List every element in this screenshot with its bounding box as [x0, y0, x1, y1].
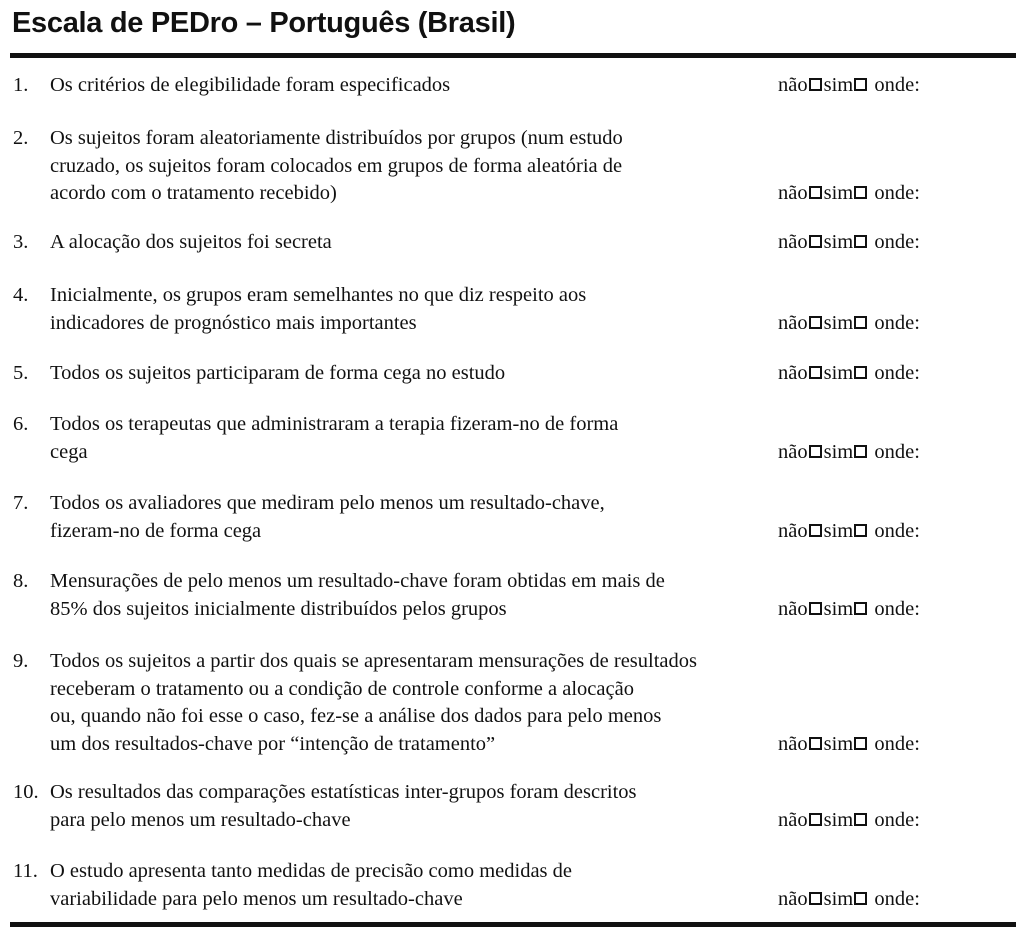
nao-checkbox[interactable]	[809, 316, 822, 329]
sim-checkbox[interactable]	[854, 366, 867, 379]
onde-label: onde:	[874, 732, 920, 755]
nao-label: não	[778, 182, 808, 204]
criterion-text-line: Todos os avaliadores que mediram pelo menos um resultado-chave,	[50, 492, 605, 514]
page-title: Escala de PEDro – Português (Brasil)	[12, 7, 516, 39]
criterion-number: 9.	[13, 650, 29, 672]
nao-checkbox[interactable]	[809, 602, 822, 615]
nao-checkbox[interactable]	[809, 366, 822, 379]
criterion-text-line: cega	[50, 440, 88, 463]
nao-checkbox[interactable]	[809, 235, 822, 248]
criterion-number: 3.	[13, 231, 29, 253]
criterion-number: 6.	[13, 413, 29, 435]
criterion-number: 10.	[13, 781, 39, 803]
criterion-text-line: receberam o tratamento ou a condição de controle conforme a alocação	[50, 677, 634, 700]
onde-label: onde:	[874, 887, 920, 910]
criterion-text	[50, 490, 605, 545]
nao-label: não	[778, 519, 808, 542]
criterion-text	[50, 858, 572, 913]
criterion-text-line: para pelo menos um resultado-chave	[50, 808, 351, 831]
onde-label: onde:	[874, 182, 920, 204]
criterion-text	[50, 360, 505, 388]
answer-choices	[778, 439, 920, 467]
criterion-text	[50, 229, 332, 257]
sim-label: sim	[823, 74, 854, 96]
nao-checkbox[interactable]	[809, 186, 822, 199]
nao-label: não	[778, 808, 808, 831]
criterion-text-line: ou, quando não foi esse o caso, fez-se a análise dos dados para pelo menos	[50, 705, 662, 727]
sim-checkbox[interactable]	[854, 445, 867, 458]
criterion-text-line: fizeram-no de forma cega	[50, 519, 262, 542]
criterion-text	[50, 282, 586, 337]
sim-checkbox[interactable]	[854, 524, 867, 537]
criterion-text-line: Todos os sujeitos a partir dos quais se apresentaram mensurações de resultados	[50, 650, 697, 672]
nao-label: não	[778, 74, 808, 96]
answer-choices	[778, 72, 920, 100]
criterion-number: 7.	[13, 492, 29, 514]
criterion-text-line: Os sujeitos foram aleatoriamente distribuídos por grupos (num estudo	[50, 127, 623, 149]
criterion-text-line: cruzado, os sujeitos foram colocados em grupos de forma aleatória de	[50, 154, 623, 177]
criterion-text-line: 85% dos sujeitos inicialmente distribuídos pelos grupos	[50, 597, 507, 620]
criterion-number: 1.	[13, 74, 29, 96]
answer-choices	[778, 360, 920, 388]
sim-checkbox[interactable]	[854, 892, 867, 905]
criterion-text-line: O estudo apresenta tanto medidas de precisão como medidas de	[50, 860, 573, 882]
criterion-text-line: um dos resultados-chave por “intenção de tratamento”	[50, 732, 496, 755]
criterion-text-line: variabilidade para pelo menos um resultado-chave	[50, 887, 463, 910]
sim-label: sim	[823, 887, 854, 910]
answer-choices	[778, 596, 920, 624]
onde-label: onde:	[874, 440, 920, 463]
nao-label: não	[778, 887, 808, 910]
sim-checkbox[interactable]	[854, 186, 867, 199]
criterion-number: 2.	[13, 127, 29, 149]
sim-label: sim	[823, 231, 854, 253]
onde-label: onde:	[874, 231, 920, 253]
answer-choices	[778, 731, 920, 759]
criterion-text	[50, 125, 623, 208]
onde-label: onde:	[874, 519, 920, 542]
sim-checkbox[interactable]	[854, 737, 867, 750]
sim-checkbox[interactable]	[854, 602, 867, 615]
nao-checkbox[interactable]	[809, 78, 822, 91]
criterion-number: 11.	[13, 860, 38, 882]
sim-label: sim	[823, 519, 854, 542]
sim-label: sim	[823, 362, 854, 384]
sim-checkbox[interactable]	[854, 235, 867, 248]
nao-label: não	[778, 440, 808, 463]
criterion-text-line: Os critérios de elegibilidade foram especificados	[50, 74, 451, 96]
nao-checkbox[interactable]	[809, 445, 822, 458]
nao-checkbox[interactable]	[809, 813, 822, 826]
nao-label: não	[778, 231, 808, 253]
criterion-number: 5.	[13, 362, 29, 384]
sim-label: sim	[823, 182, 854, 204]
criterion-number: 8.	[13, 570, 29, 592]
nao-label: não	[778, 311, 808, 334]
answer-choices	[778, 886, 920, 914]
nao-checkbox[interactable]	[809, 892, 822, 905]
criterion-text	[50, 568, 665, 623]
nao-checkbox[interactable]	[809, 524, 822, 537]
sim-label: sim	[823, 732, 854, 755]
sim-label: sim	[823, 311, 854, 334]
onde-label: onde:	[874, 311, 920, 334]
answer-choices	[778, 229, 920, 257]
criterion-text-line: Todos os terapeutas que administraram a terapia fizeram-no de forma	[50, 413, 619, 435]
answer-choices	[778, 518, 920, 546]
criterion-text	[50, 411, 618, 466]
onde-label: onde:	[874, 808, 920, 831]
onde-label: onde:	[874, 597, 920, 620]
criterion-number: 4.	[13, 284, 29, 306]
answer-choices	[778, 807, 920, 835]
nao-label: não	[778, 362, 808, 384]
criterion-text-line: A alocação dos sujeitos foi secreta	[50, 231, 332, 253]
top-rule	[10, 53, 1016, 58]
criterion-text	[50, 72, 450, 100]
criterion-text-line: Inicialmente, os grupos eram semelhantes no que diz respeito aos	[50, 284, 587, 306]
nao-label: não	[778, 597, 808, 620]
onde-label: onde:	[874, 74, 920, 96]
criterion-text-line: Mensurações de pelo menos um resultado-chave foram obtidas em mais de	[50, 570, 665, 592]
onde-label: onde:	[874, 362, 920, 384]
nao-label: não	[778, 732, 808, 755]
sim-checkbox[interactable]	[854, 78, 867, 91]
sim-checkbox[interactable]	[854, 316, 867, 329]
nao-checkbox[interactable]	[809, 737, 822, 750]
sim-label: sim	[823, 440, 854, 463]
bottom-rule	[10, 922, 1016, 927]
answer-choices	[778, 310, 920, 338]
criterion-text-line: acordo com o tratamento recebido)	[50, 182, 337, 204]
criterion-text-line: Todos os sujeitos participaram de forma cega no estudo	[50, 362, 506, 384]
criterion-text	[50, 648, 697, 758]
sim-checkbox[interactable]	[854, 813, 867, 826]
sim-label: sim	[823, 597, 854, 620]
answer-choices	[778, 180, 920, 208]
criterion-text-line: indicadores de prognóstico mais importantes	[50, 311, 417, 334]
sim-label: sim	[823, 808, 854, 831]
criterion-text-line: Os resultados das comparações estatísticas inter-grupos foram descritos	[50, 781, 637, 803]
criterion-text	[50, 779, 637, 834]
